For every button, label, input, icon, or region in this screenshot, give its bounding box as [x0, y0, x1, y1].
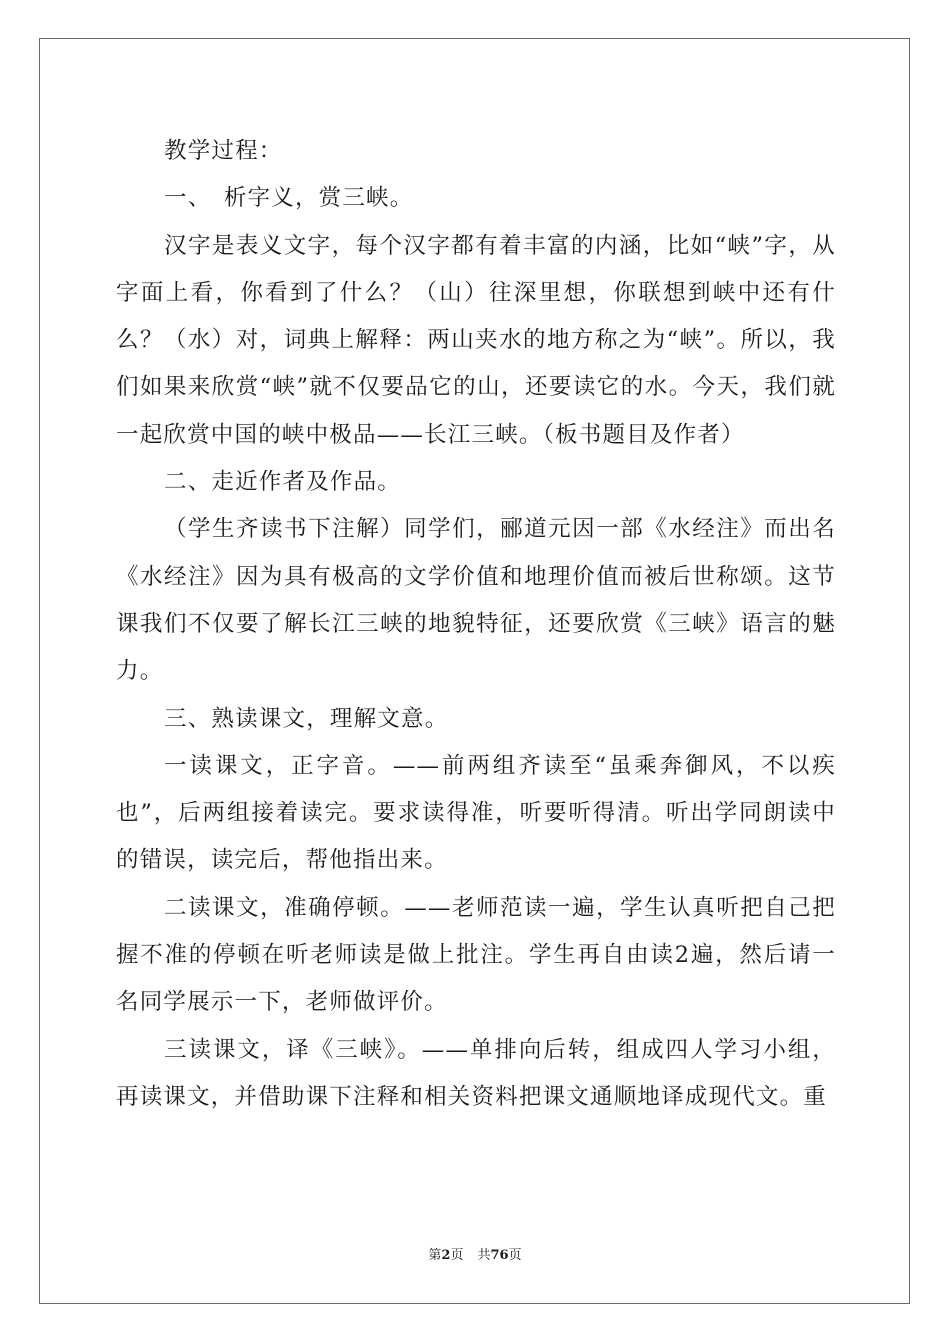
- footer-page-prefix: 第: [428, 1248, 442, 1263]
- paragraph-first-reading: 一读课文，正字音。——前两组齐读至“虽乘奔御风，不以疾也”，后两组接着读完。要求读得准，听要听得清。听出学同朗读中的错误，读完后，帮他指出来。: [116, 752, 836, 874]
- paragraph-section-2-title: 二、走近作者及作品。: [164, 469, 402, 496]
- page-footer: [0, 1246, 950, 1266]
- footer-page-number: 2: [441, 1248, 451, 1263]
- document-body: [116, 128, 836, 1121]
- footer-page-suffix: 页: [450, 1248, 464, 1263]
- paragraph-third-reading: 三读课文，译《三峡》。——单排向后转，组成四人学习小组，再读课文，并借助课下注释和相关资料把课文通顺地译成现代文。重: [116, 1036, 836, 1110]
- footer-total-suffix: 页: [508, 1248, 522, 1263]
- paragraph-section-1-title: 一、 析字义，赏三峡。: [164, 185, 414, 212]
- paragraph-section-3-title: 三、熟读课文，理解文意。: [164, 705, 449, 732]
- paragraph-second-reading: 二读课文，准确停顿。——老师范读一遍，学生认真听把自己把握不准的停顿在听老师读是做上批注。学生再自由读2遍，然后请一名同学展示一下，老师做评价。: [116, 894, 836, 1016]
- paragraph-heading-process: 教学过程：: [164, 138, 283, 164]
- footer-total-prefix: 共: [477, 1248, 491, 1263]
- footer-total-pages: 76: [490, 1248, 509, 1263]
- paragraph-section-2-body: （学生齐读书下注解）同学们，郦道元因一部《水经注》而出名《水经注》因为具有极高的文学价值和地理价值而被后世称颂。这节课我们不仅要了解长江三峡的地貌特征，还要欣赏《三峡》语言的魅力。: [116, 516, 836, 685]
- paragraph-section-1-body: 汉字是表义文字，每个汉字都有着丰富的内涵，比如“峡”字，从字面上看，你看到了什么？（山）往深里想，你联想到峡中还有什么？（水）对，词典上解释：两山夹水的地方称之为“峡”。所以，我们如果来欣赏“峡”就不仅要品它的山，还要读它的水。今天，我们就一起欣赏中国的峡中极品——长江三峡。（板书题目及作者）: [116, 232, 836, 448]
